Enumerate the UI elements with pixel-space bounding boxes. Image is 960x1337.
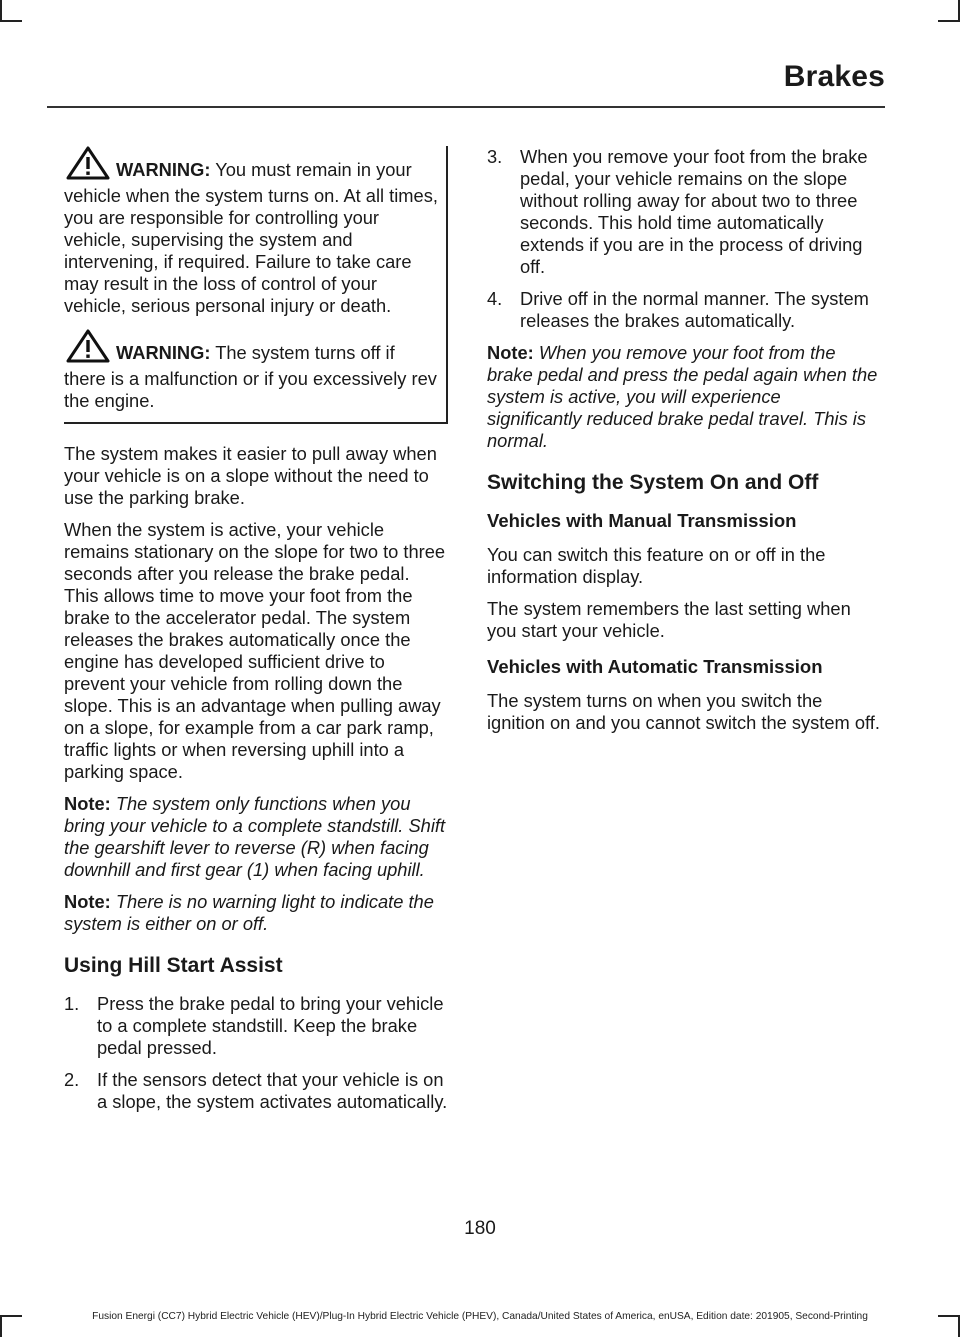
- crop-mark: [0, 20, 22, 22]
- note: [64, 891, 448, 935]
- step-text: If the sensors detect that your vehicle is on a slope, the system activates automatically.: [97, 1069, 448, 1112]
- paragraph: When the system is active, your vehicle remains stationary on the slope for two to three seconds after you release the brake pedal. This allows time to move your foot from the brake to the accelerator pedal. The system releases the brakes automatically once the engine has developed sufficient drive to prevent your vehicle from rolling down the slope. This is an advantage when pulling away on a slope, for example from a car park ramp, traffic lights or when reversing uphill into a parking space.: [64, 519, 446, 782]
- note-label: Note:: [64, 793, 111, 814]
- section-heading: Using Hill Start Assist: [64, 954, 283, 977]
- note-text: The system only functions when you bring your vehicle to a complete standstill. Shift the gearshift lever to reverse (R) when facing downhill and first gear (1) when facing uphill.: [64, 793, 446, 880]
- list-item: [64, 993, 448, 1059]
- warning-triangle-icon: [66, 329, 110, 368]
- step-number: 1.: [64, 993, 80, 1014]
- warning-label: WARNING:: [116, 342, 211, 363]
- paragraph: You can switch this feature on or off in the information display.: [487, 544, 826, 587]
- paragraph: The system remembers the last setting when you start your vehicle.: [487, 598, 851, 641]
- warning-triangle-icon: [66, 146, 110, 185]
- crop-mark: [0, 0, 2, 20]
- list-item: [487, 146, 880, 278]
- subsection-heading: Vehicles with Manual Transmission: [487, 510, 797, 531]
- note-text: There is no warning light to indicate the system is either on or off.: [64, 891, 434, 934]
- list-item: [64, 1069, 448, 1113]
- step-number: 3.: [487, 146, 503, 167]
- step-number: 4.: [487, 288, 503, 309]
- warning-item: [64, 329, 440, 412]
- header-rule: [47, 106, 885, 108]
- paragraph: The system turns on when you switch the ignition on and you cannot switch the system off.: [487, 690, 880, 733]
- paragraph: The system makes it easier to pull away when your vehicle is on a slope without the need to use the parking brake.: [64, 443, 437, 508]
- step-text: When you remove your foot from the brake pedal, your vehicle remains on the slope without rolling away for about two to three seconds. This hold time automatically extends if you are in the process of driving off.: [520, 146, 868, 277]
- note-label: Note:: [64, 891, 111, 912]
- subsection-heading: Vehicles with Automatic Transmission: [487, 656, 823, 677]
- step-text: Press the brake pedal to bring your vehicle to a complete standstill. Keep the brake pedal pressed.: [97, 993, 444, 1058]
- note: [487, 342, 880, 452]
- right-column: [487, 146, 880, 744]
- section-heading: Switching the System On and Off: [487, 471, 819, 494]
- step-list: [487, 146, 880, 332]
- step-number: 2.: [64, 1069, 80, 1090]
- crop-mark: [938, 20, 960, 22]
- note-label: Note:: [487, 342, 534, 363]
- page-title: Brakes: [783, 60, 885, 93]
- footer-text: Fusion Energi (CC7) Hybrid Electric Vehicle (HEV)/Plug-In Hybrid Electric Vehicle (PHEV), Canada/United States of America, enUSA, Edition date: 201905, Second-Printing: [92, 1311, 868, 1322]
- warning-text: You must remain in your vehicle when the system turns on. At all times, you are responsible for controlling your vehicle, supervising the system and intervening, if required. Failure to take care may result in the loss of control of your vehicle, serious personal injury or death.: [64, 159, 438, 316]
- note-text: When you remove your foot from the brake pedal and press the pedal again when the system is active, you will experience significantly reduced brake pedal travel. This is normal.: [487, 342, 878, 451]
- step-text: Drive off in the normal manner. The system releases the brakes automatically.: [520, 288, 869, 331]
- step-list: [64, 993, 448, 1113]
- list-item: [487, 288, 880, 332]
- note: [64, 793, 448, 881]
- left-column: [64, 146, 448, 1123]
- warning-text: The system turns off if there is a malfunction or if you excessively rev the engine.: [64, 342, 437, 411]
- page-number: 180: [464, 1218, 496, 1239]
- warning-label: WARNING:: [116, 159, 211, 180]
- warning-box: [64, 146, 448, 424]
- warning-item: [64, 146, 440, 317]
